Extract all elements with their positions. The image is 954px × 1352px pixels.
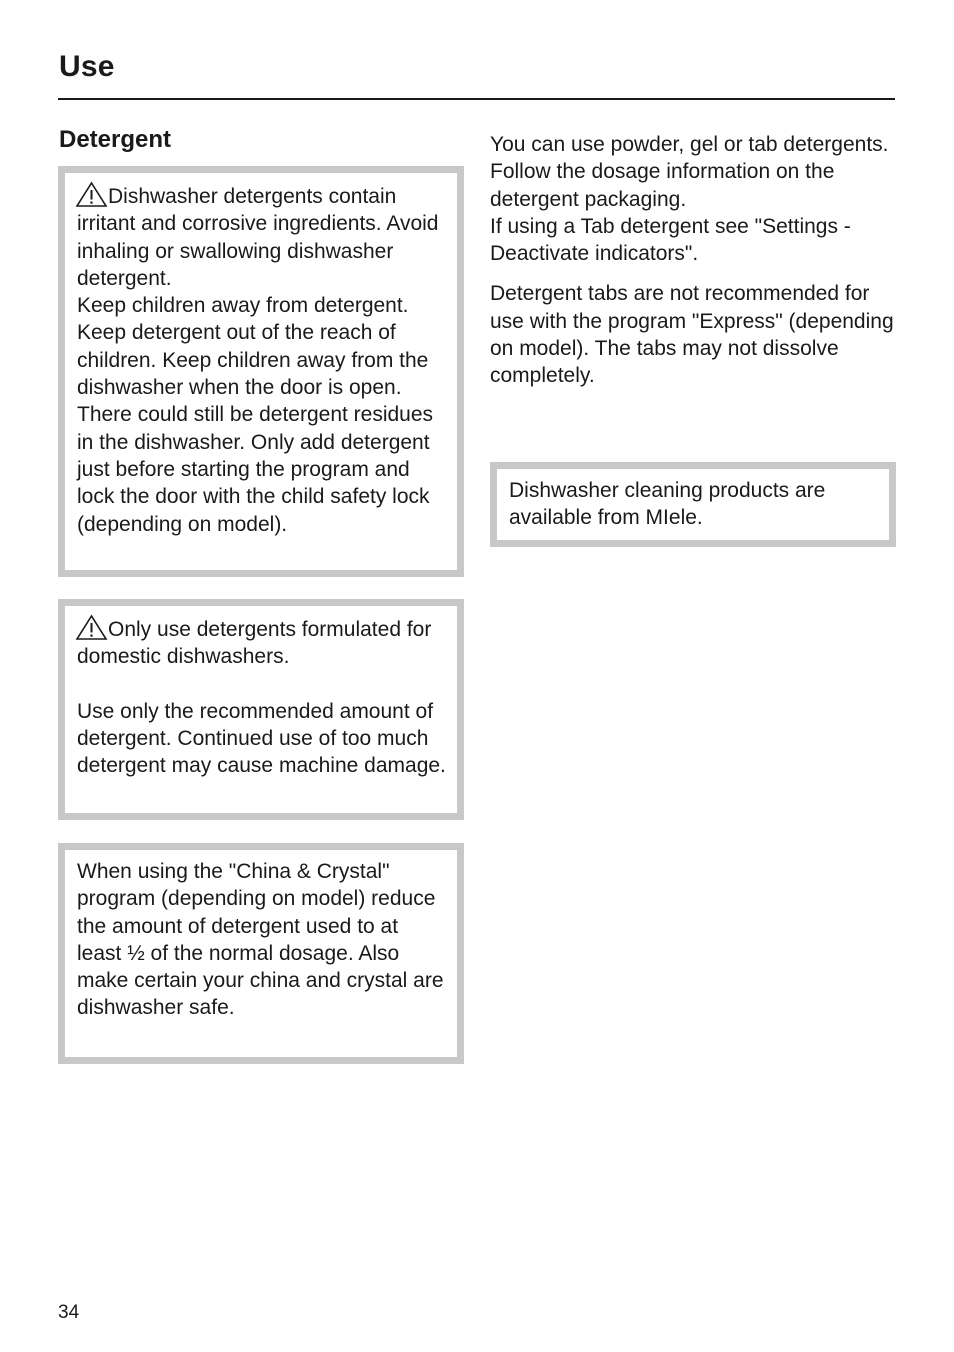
title-divider	[58, 98, 895, 100]
page-number: 34	[58, 1302, 80, 1323]
right-column	[490, 131, 895, 390]
warning-text: Only use detergents formulated for domestic dishwashers.	[77, 618, 432, 669]
paragraph-detergent-types: You can use powder, gel or tab detergents. Follow the dosage information on the detergent packaging.	[490, 133, 889, 211]
note-box-china-crystal	[58, 843, 464, 1064]
info-box-cleaning-products	[490, 462, 896, 547]
warning-box-detergent-hazard	[58, 166, 464, 577]
warning-box-domestic-detergent	[58, 599, 464, 820]
warning-triangle-icon	[75, 181, 108, 208]
warning-paragraph	[77, 181, 447, 538]
warning-text: Dishwasher detergents contain irritant and corrosive ingredients. Avoid inhaling or swallowing dishwasher detergent.	[77, 185, 439, 290]
page-title: Use	[59, 50, 115, 83]
info-text: Dishwasher cleaning products are available from MIele.	[509, 479, 826, 530]
paragraph-tab-settings: If using a Tab detergent see "Settings - Deactivate indicators".	[490, 214, 851, 266]
warning-paragraph-dosage: Use only the recommended amount of detergent. Continued use of too much detergent may cause machine damage.	[77, 699, 446, 778]
note-text: When using the "China & Crystal" program (depending on model) reduce the amount of detergent used to at least ½ of the normal dosage. Also make certain your china and crystal are dishwasher safe.	[77, 860, 444, 1020]
warning-paragraph	[77, 614, 447, 671]
section-heading: Detergent	[59, 126, 172, 153]
warning-text-children: Keep children away from detergent. Keep detergent out of the reach of children. Keep children away from the dishwasher when the door is open. There could still be detergent residues in the dishwasher. Only add detergent just before starting the program and lock the door with the child safety lock (depending on model).	[77, 294, 434, 536]
warning-triangle-icon	[75, 614, 108, 641]
paragraph-express-program: Detergent tabs are not recommended for use with the program "Express" (depending on model). The tabs may not dissolve completely.	[490, 282, 894, 388]
